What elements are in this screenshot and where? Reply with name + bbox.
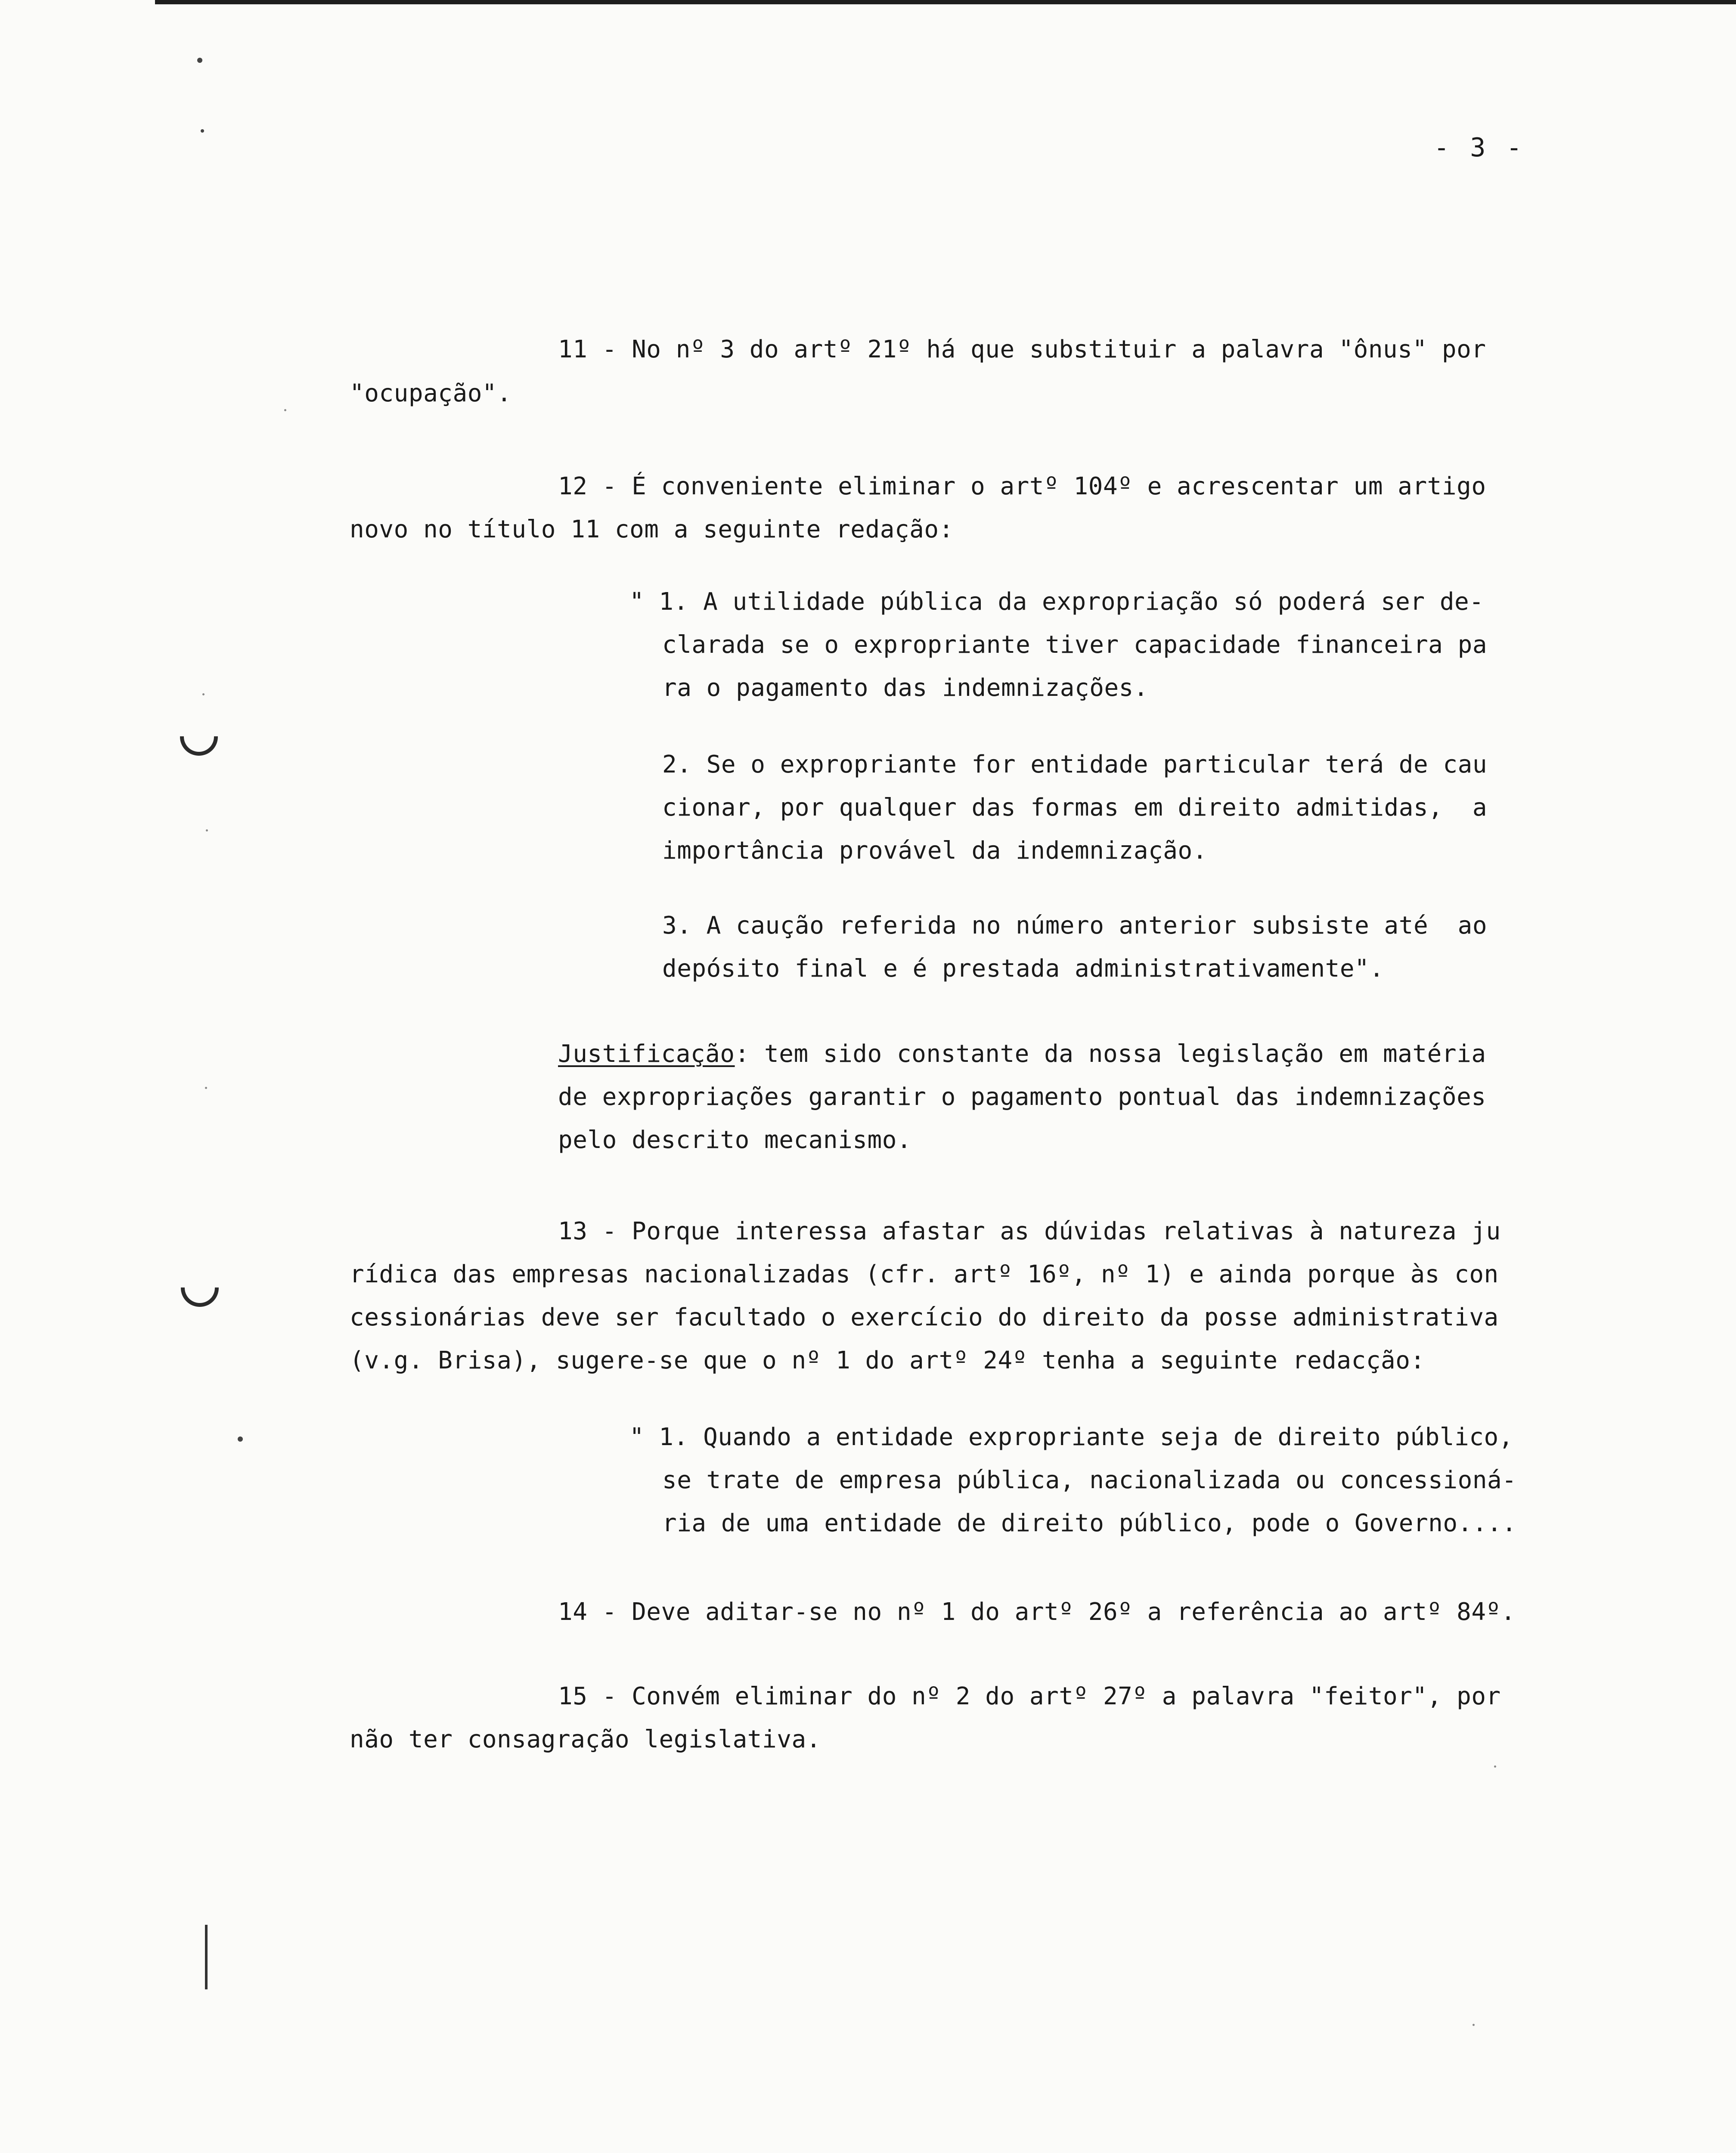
item-13-line-4: (v.g. Brisa), sugere-se que o nº 1 do artº 24º tenha a seguinte redacção: <box>350 1346 1425 1374</box>
margin-speck <box>197 58 202 63</box>
item-15-line-2: não ter consagração legislativa. <box>350 1725 821 1753</box>
item-12-quote-2-line-2: cionar, por qualquer das formas em direito admitidas, a <box>662 794 1488 822</box>
item-11-line-1: 11 - No nº 3 do artº 21º há que substituir a palavra "ônus" por <box>558 335 1486 363</box>
item-12-quote-1-line-1: " 1. A utilidade pública da expropriação só poderá ser de- <box>629 588 1484 616</box>
item-12-quote-1-line-2: clarada se o expropriante tiver capacidade financeira pa <box>662 631 1488 659</box>
margin-speck <box>201 129 204 133</box>
margin-speck <box>238 1436 243 1442</box>
justification-line-2: de expropriações garantir o pagamento pontual das indemnizações <box>558 1083 1486 1111</box>
item-13-quote-line-3: ria de uma entidade de direito público, pode o Governo.... <box>662 1509 1517 1537</box>
item-12-line-2: novo no título 11 com a seguinte redação: <box>350 515 954 543</box>
page-number: - 3 - <box>1434 133 1525 163</box>
item-13-quote-line-2: se trate de empresa pública, nacionalizada ou concessioná- <box>662 1466 1517 1494</box>
margin-speck <box>202 693 205 695</box>
margin-speck <box>1494 1765 1496 1768</box>
margin-speck <box>206 829 208 831</box>
justification-line-3: pelo descrito mecanismo. <box>558 1126 912 1154</box>
item-12-quote-1-line-3: ra o pagamento das indemnizações. <box>662 674 1149 702</box>
margin-speck <box>1472 2024 1475 2026</box>
item-12-quote-2-line-3: importância provável da indemnização. <box>662 837 1207 865</box>
margin-speck <box>284 409 286 411</box>
item-12-quote-3-line-2: depósito final e é prestada administrativamente". <box>662 955 1384 983</box>
item-13-line-2: rídica das empresas nacionalizadas (cfr. artº 16º, nº 1) e ainda porque às con <box>350 1260 1499 1288</box>
item-13-line-3: cessionárias deve ser facultado o exercício do direito da posse administrativa <box>350 1303 1499 1331</box>
item-12-line-1: 12 - É conveniente eliminar o artº 104º e acrescentar um artigo <box>558 472 1486 500</box>
justification-line-1 <box>558 1040 1486 1068</box>
item-15-line-1: 15 - Convém eliminar do nº 2 do artº 27º a palavra "feitor", por <box>558 1682 1501 1710</box>
justification-text: : tem sido constante da nossa legislação em matéria <box>735 1040 1486 1068</box>
item-13-quote-line-1: " 1. Quando a entidade expropriante seja de direito público, <box>629 1423 1513 1451</box>
margin-speck <box>205 1087 207 1089</box>
item-12-quote-3-line-1: 3. A caução referida no número anterior subsiste até ao <box>662 912 1488 940</box>
item-14-line-1: 14 - Deve aditar-se no nº 1 do artº 26º a referência ao artº 84º. <box>558 1598 1516 1626</box>
margin-vertical-mark <box>205 1925 208 1989</box>
item-13-line-1: 13 - Porque interessa afastar as dúvidas relativas à natureza ju <box>558 1217 1501 1245</box>
item-11-line-2: "ocupação". <box>350 379 512 407</box>
justification-label: Justificação <box>558 1040 735 1068</box>
item-12-quote-2-line-1: 2. Se o expropriante for entidade particular terá de cau <box>662 751 1488 779</box>
